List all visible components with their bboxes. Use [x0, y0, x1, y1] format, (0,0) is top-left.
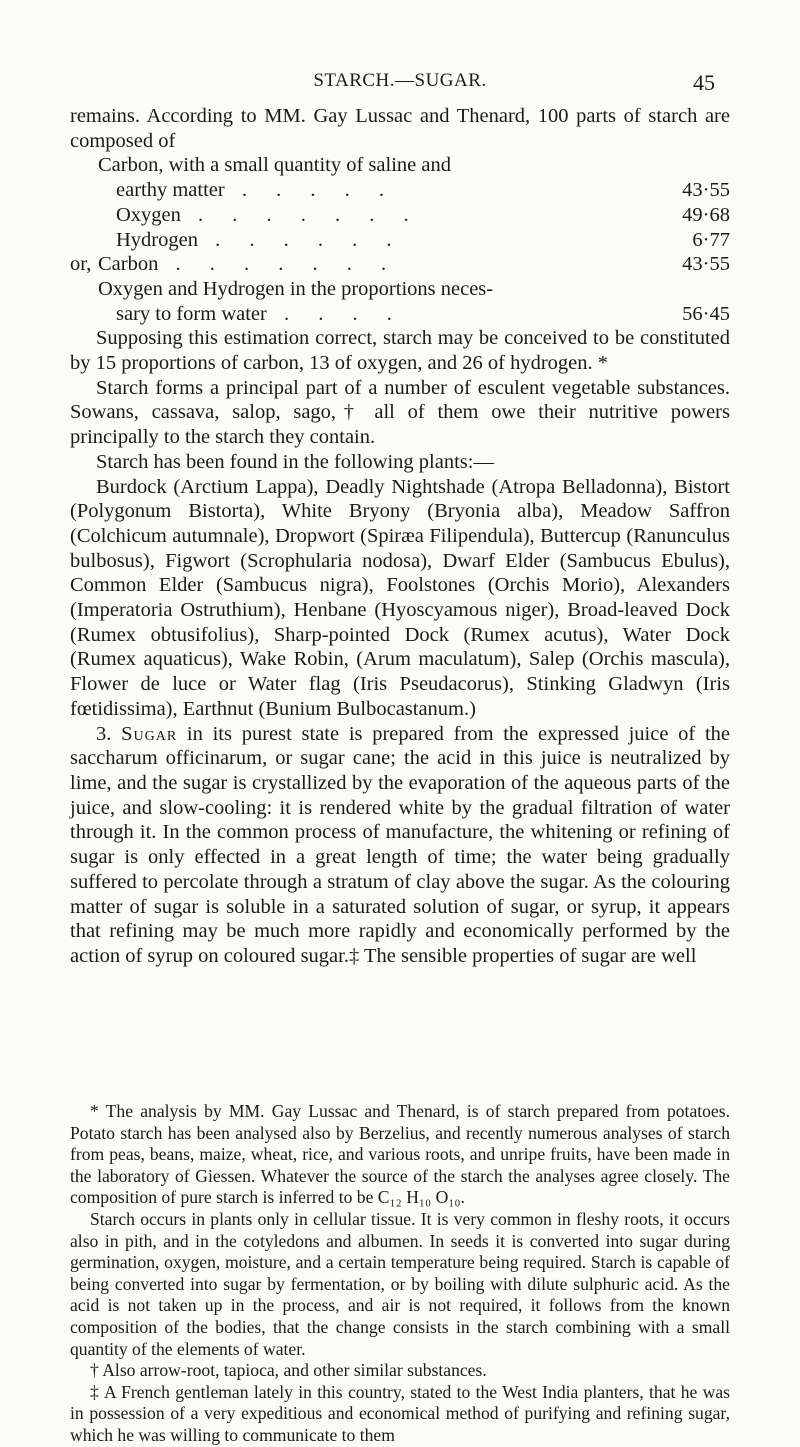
row-prefix [70, 203, 98, 228]
paragraph-esculent: Starch forms a principal part of a number of esculent vegetable substances. Sowans, cassava, salop, sago,† all of them owe their nutritive powers principally to the starch they contain. [70, 376, 730, 449]
row-name: earthy matter [116, 179, 225, 202]
section-term: Sugar [121, 722, 178, 745]
row-value: 49·68 [682, 203, 730, 226]
composition-row [70, 228, 730, 253]
row-prefix [70, 302, 98, 327]
leader-dots: . . . . . . [197, 228, 404, 251]
row-value: 56·45 [682, 302, 730, 325]
leader-dots: . . . . [266, 302, 404, 325]
row-prefix: or, [70, 253, 92, 276]
composition-row [70, 153, 730, 178]
footnotes [70, 1101, 730, 1447]
paragraph-plants-intro: Starch has been found in the following plants:— [96, 450, 494, 473]
row-name: Carbon, with a small quantity of saline and [98, 154, 451, 177]
row-prefix [70, 178, 98, 203]
row-name: Hydrogen [116, 228, 198, 251]
footnote: Starch occurs in plants only in cellular tissue. It is very common in fleshy roots, it occurs also in pith, and in the cotyledons and albumen. In seeds it is converted into sugar during germination, oxygen, moisture, and a certain temperature being required. Starch is capable of being converted into sugar by fermentation, or by boiling with dilute sulphuric acid. As the acid is not taken up in the process, and air is not required, it follows from the known composition of the bodies, that the change consists in the starch combining with a small quantity of the elements of water. [70, 1208, 730, 1359]
paragraph-estimation: Supposing this estimation correct, starch may be conceived to be constituted by 15 proportions of carbon, 13 of oxygen, and 26 of hydrogen. * [70, 327, 730, 375]
row-value: 43·55 [682, 179, 730, 202]
section-number: 3. [96, 722, 112, 745]
page-number: 45 [693, 70, 715, 95]
row-value: 6·77 [692, 228, 730, 251]
row-name: Oxygen [116, 203, 181, 226]
row-value [650, 153, 730, 178]
composition-table [70, 153, 730, 326]
composition-row [70, 277, 730, 302]
row-value [650, 277, 730, 302]
footnote: † Also arrow-root, tapioca, and other similar substances. [90, 1360, 487, 1381]
composition-row [70, 178, 730, 203]
paragraph-sugar [70, 722, 730, 969]
row-prefix [70, 153, 98, 178]
row-name: Carbon [98, 253, 159, 276]
section-text: in its purest state is prepared from the expressed juice of the saccharum officinarum, or sugar cane; the acid in this juice is neutralized by lime, and the sugar is crystallized by the evaporation of the aqueous parts of the juice, and slow-cooling: it is rendered white by the gradual filtration of water through it. In the common process of manufacture, the whitening or refining of sugar is only effected in a great length of time; the water being gradually suffered to percolate through a stratum of clay above the sugar. As the colouring matter of sugar is soluble in a saturated solution of sugar, or syrup, it appears that refining may be much more rapidly and economically performed by the action of syrup on coloured sugar.‡ The sensible properties of sugar are well [70, 722, 730, 967]
leader-dots: . . . . . . . [180, 203, 421, 226]
intro-paragraph: remains. According to MM. Gay Lussac and Thenard, 100 parts of starch are composed of [70, 105, 730, 152]
composition-row [70, 302, 730, 327]
paragraph-plants-list: Burdock (Arctium Lappa), Deadly Nightshade (Atropa Belladonna), Bistort (Polygonum Bistorta), White Bryony (Bryonia alba), Meadow Saffron (Colchicum autumnale), Dropwort (Spiræa Filipendula), Buttercup (Ranunculus bulbosus), Figwort (Scrophularia nodosa), Dwarf Elder (Sambucus Ebulus), Common Elder (Sambucus nigra), Foolstones (Orchis Morio), Alexanders (Imperatoria Ostruthium), Henbane (Hyoscyamous niger), Broad-leaved Dock (Rumex obtusifolius), Sharp-pointed Dock (Rumex acutus), Water Dock (Rumex aquaticus), Wake Robin, (Arum maculatum), Salep (Orchis mascula), Flower de luce or Water flag (Iris Pseudacorus), Stinking Gladwyn (Iris fœtidissima), Earthnut (Bunium Bulbocastanum.) [70, 475, 730, 720]
row-name: sary to form water [116, 302, 267, 325]
row-value: 43·55 [682, 253, 730, 276]
leader-dots: . . . . . [224, 179, 396, 202]
leader-dots: . . . . . . . [158, 253, 399, 276]
row-name: Oxygen and Hydrogen in the proportions neces- [98, 277, 494, 300]
footnote: * The analysis by MM. Gay Lussac and Thenard, is of starch prepared from potatoes. Potato starch has been analysed also by Berzelius, and recently numerous analyses of starch from peas, beans, maize, wheat, rice, and various roots, and unripe fruits, have been made in the laboratory of Giessen. Whatever the source of the starch the analyses agree closely. The composition of pure starch is inferred to be C₁₂ H₁₀ O₁₀. [70, 1101, 730, 1208]
footnote: ‡ A French gentleman lately in this country, stated to the West India planters, that he was in possession of a very expeditious and economical method of purifying and refining sugar, which he was willing to communicate to them [70, 1381, 730, 1445]
composition-row [70, 203, 730, 228]
body-text [70, 104, 730, 969]
running-head: STARCH.—SUGAR. [313, 70, 487, 91]
row-prefix [70, 277, 98, 302]
composition-row [70, 252, 730, 277]
row-prefix [70, 228, 98, 253]
